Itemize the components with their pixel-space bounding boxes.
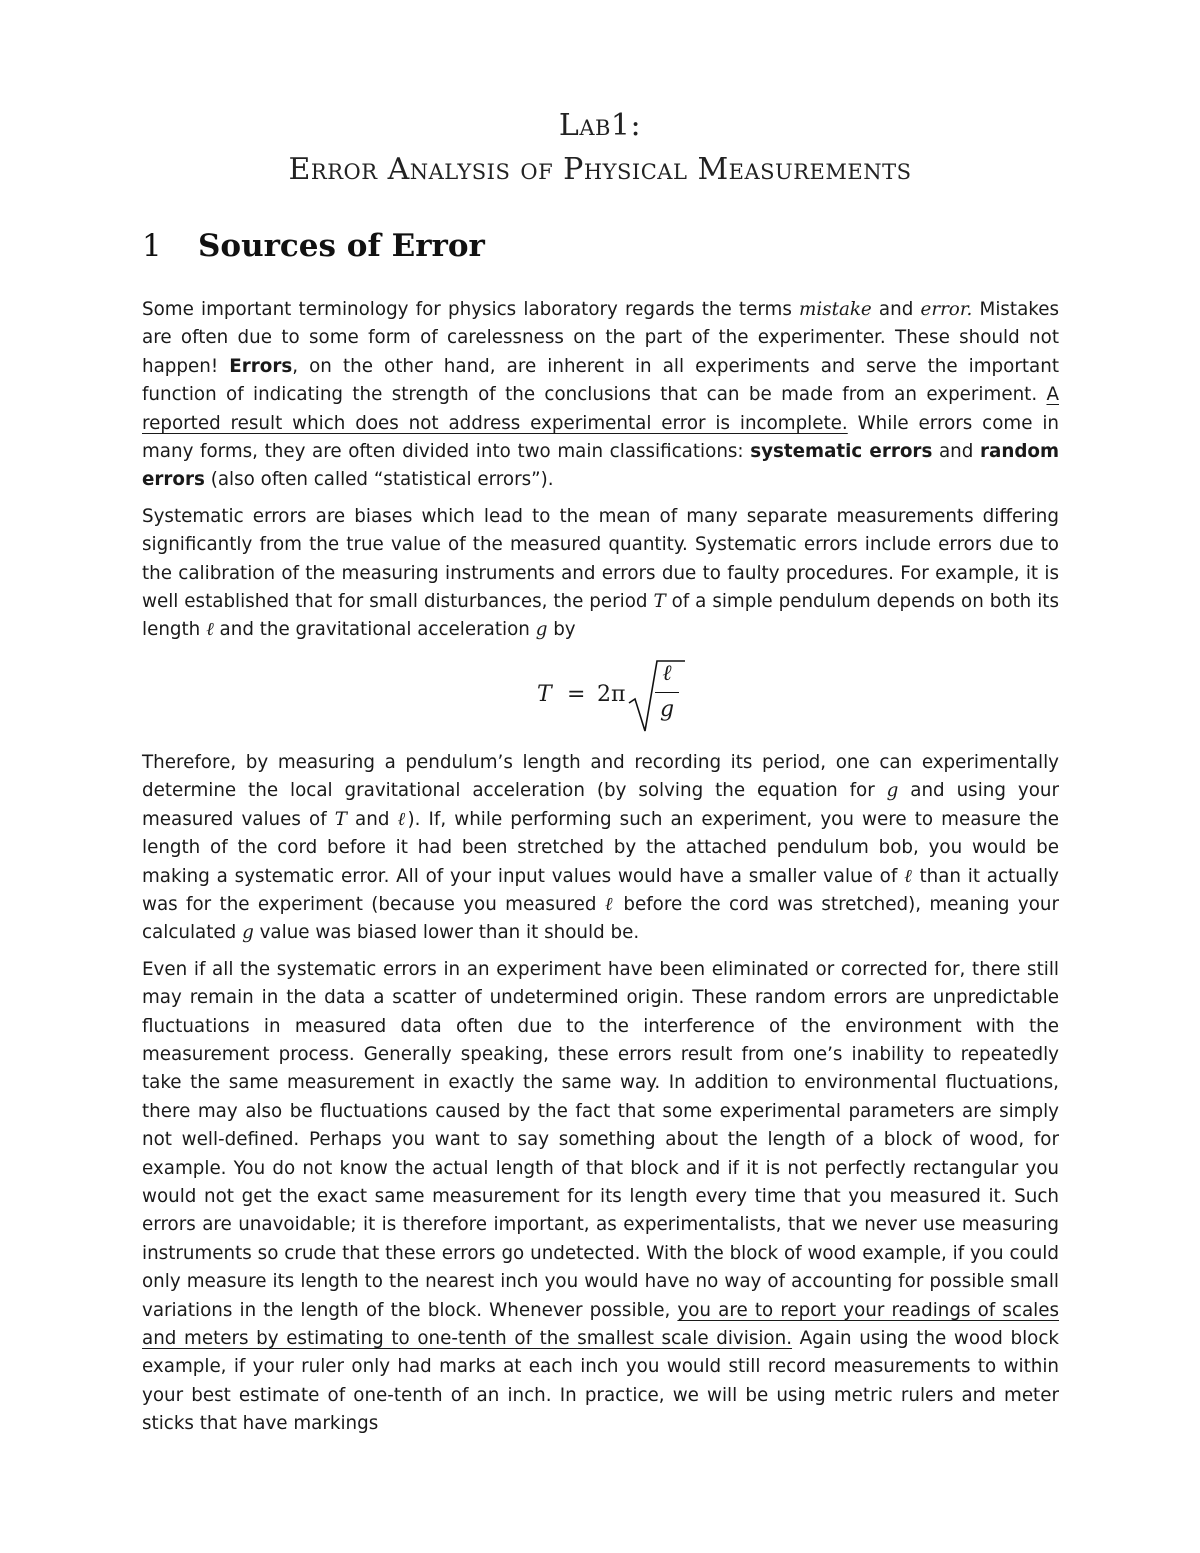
text-span: value was biased lower than it should be.	[253, 922, 640, 944]
text-span: Some important terminology for physics laboratory regards the terms	[142, 299, 800, 320]
pendulum-equation	[142, 645, 1059, 749]
equation-equals: =	[567, 681, 586, 707]
term-systematic-errors: systematic errors	[750, 441, 933, 463]
paragraph-pendulum-example	[142, 749, 1059, 948]
text-span: Again using the wood block example, if your ruler only had marks at each inch you would still record measurements to within your best estimate of one-tenth of an inch. In practice, we will be using metric rulers and meter sticks that have markings	[142, 1328, 1059, 1435]
document-title	[0, 104, 1200, 192]
var-T: T	[334, 808, 347, 830]
text-span: and	[346, 808, 398, 830]
term-errors: Errors	[229, 355, 293, 377]
fraction-bar	[655, 692, 679, 693]
var-g: g	[886, 780, 899, 802]
text-span: than it actually was for the experiment (because you measured	[142, 865, 1059, 915]
text-span: before the cord was stretched), meaning your calculated	[142, 893, 1059, 944]
section-number: 1	[142, 228, 162, 264]
text-span: of a simple pendulum depends on both its length	[142, 591, 1059, 641]
term-error: error.	[920, 299, 973, 320]
section-title: Sources of Error	[198, 228, 485, 264]
var-ell: ℓ	[206, 619, 214, 641]
text-span: and	[871, 299, 921, 320]
text-span: (also often called “statistical errors”).	[204, 469, 554, 491]
var-ell: ℓ	[904, 865, 913, 887]
title-line-2: Error Analysis of Physical Measurements	[288, 152, 912, 187]
text-span: Therefore, by measuring a pendulum’s length and recording its period, one can experimentally determine the local gravitational acceleration (by solving the equation for	[142, 751, 1059, 802]
var-T: T	[653, 591, 666, 613]
text-span: ). If, while performing such an experiment, you were to measure the length of the cord before it had been stretched by the attached pendulum bob, you would be making a systematic error. All of your input values would have a smaller value of	[142, 808, 1059, 887]
emphasis-underline: A reported result which does not address experimental error is incomplete.	[142, 384, 1059, 434]
equation-fraction	[655, 659, 679, 724]
equation-coefficient: 2π	[597, 681, 626, 707]
var-ell: ℓ	[604, 893, 616, 915]
fraction-denominator: g	[659, 696, 675, 722]
var-g: g	[242, 922, 254, 944]
text-span: and using your measured values of	[142, 780, 1059, 830]
text-span: While errors come in many forms, they are often divided into two main classifications:	[142, 412, 1059, 463]
paragraph-terminology	[142, 296, 1059, 495]
fraction-numerator: ℓ	[662, 660, 672, 686]
paragraph-random-errors	[142, 956, 1059, 1439]
document-body	[142, 296, 1059, 1447]
var-g: g	[535, 619, 548, 641]
text-span: and	[932, 441, 980, 463]
section-heading	[142, 228, 485, 264]
text-span: Systematic errors are biases which lead to the mean of many separate measurements differing significantly from the true value of the measured quantity. Systematic errors include errors due to the calibration of the measuring instruments and errors due to faulty procedures. For example, it is well established that for small disturbances, the period	[142, 505, 1059, 613]
var-ell: ℓ	[397, 808, 408, 830]
equation-lhs: T	[537, 681, 552, 707]
emphasis-underline: you are to report your readings of scales and meters by estimating to one-tenth of the smallest scale division.	[142, 1299, 1060, 1349]
term-mistake: mistake	[799, 299, 872, 320]
text-span: Even if all the systematic errors in an experiment have been eliminated or corrected for, there still may remain in the data a scatter of undetermined origin. These random errors are unpredictable fluctuations in measured data often due to the interference of the environment with the measurement process. Generally speaking, these errors result from one’s inability to repeatedly take the same measurement in exactly the same way. In addition to environmental fluctuations, there may also be fluctuations caused by the fact that some experimental parameters are simply not well-defined. Perhaps you want to say something about the length of a block of wood, for example. You do not know the actual length of that block and if it is not perfectly rectangular you would not get the exact same measurement for its length every time that you measured it. Such errors are unavoidable; it is therefore important, as experimentalists, that we never use measuring instruments so crude that these errors go undetected. With the block of wood example, if you could only measure its length to the nearest inch you would have no way of accounting for possible small variations in the length of the block. Whenever possible,	[142, 958, 1059, 1321]
term-random-errors: random errors	[142, 441, 1060, 491]
title-line-1: Lab1:	[558, 108, 642, 143]
text-span: Mistakes are often due to some form of carelessness on the part of the experimenter. These should not happen!	[142, 299, 1059, 377]
paragraph-systematic	[142, 503, 1059, 645]
text-span: , on the other hand, are inherent in all experiments and serve the important function of indicating the strength of the conclusions that can be made from an experiment.	[142, 355, 1059, 406]
text-span: by	[547, 619, 576, 641]
text-span: and the gravitational acceleration	[213, 619, 536, 641]
